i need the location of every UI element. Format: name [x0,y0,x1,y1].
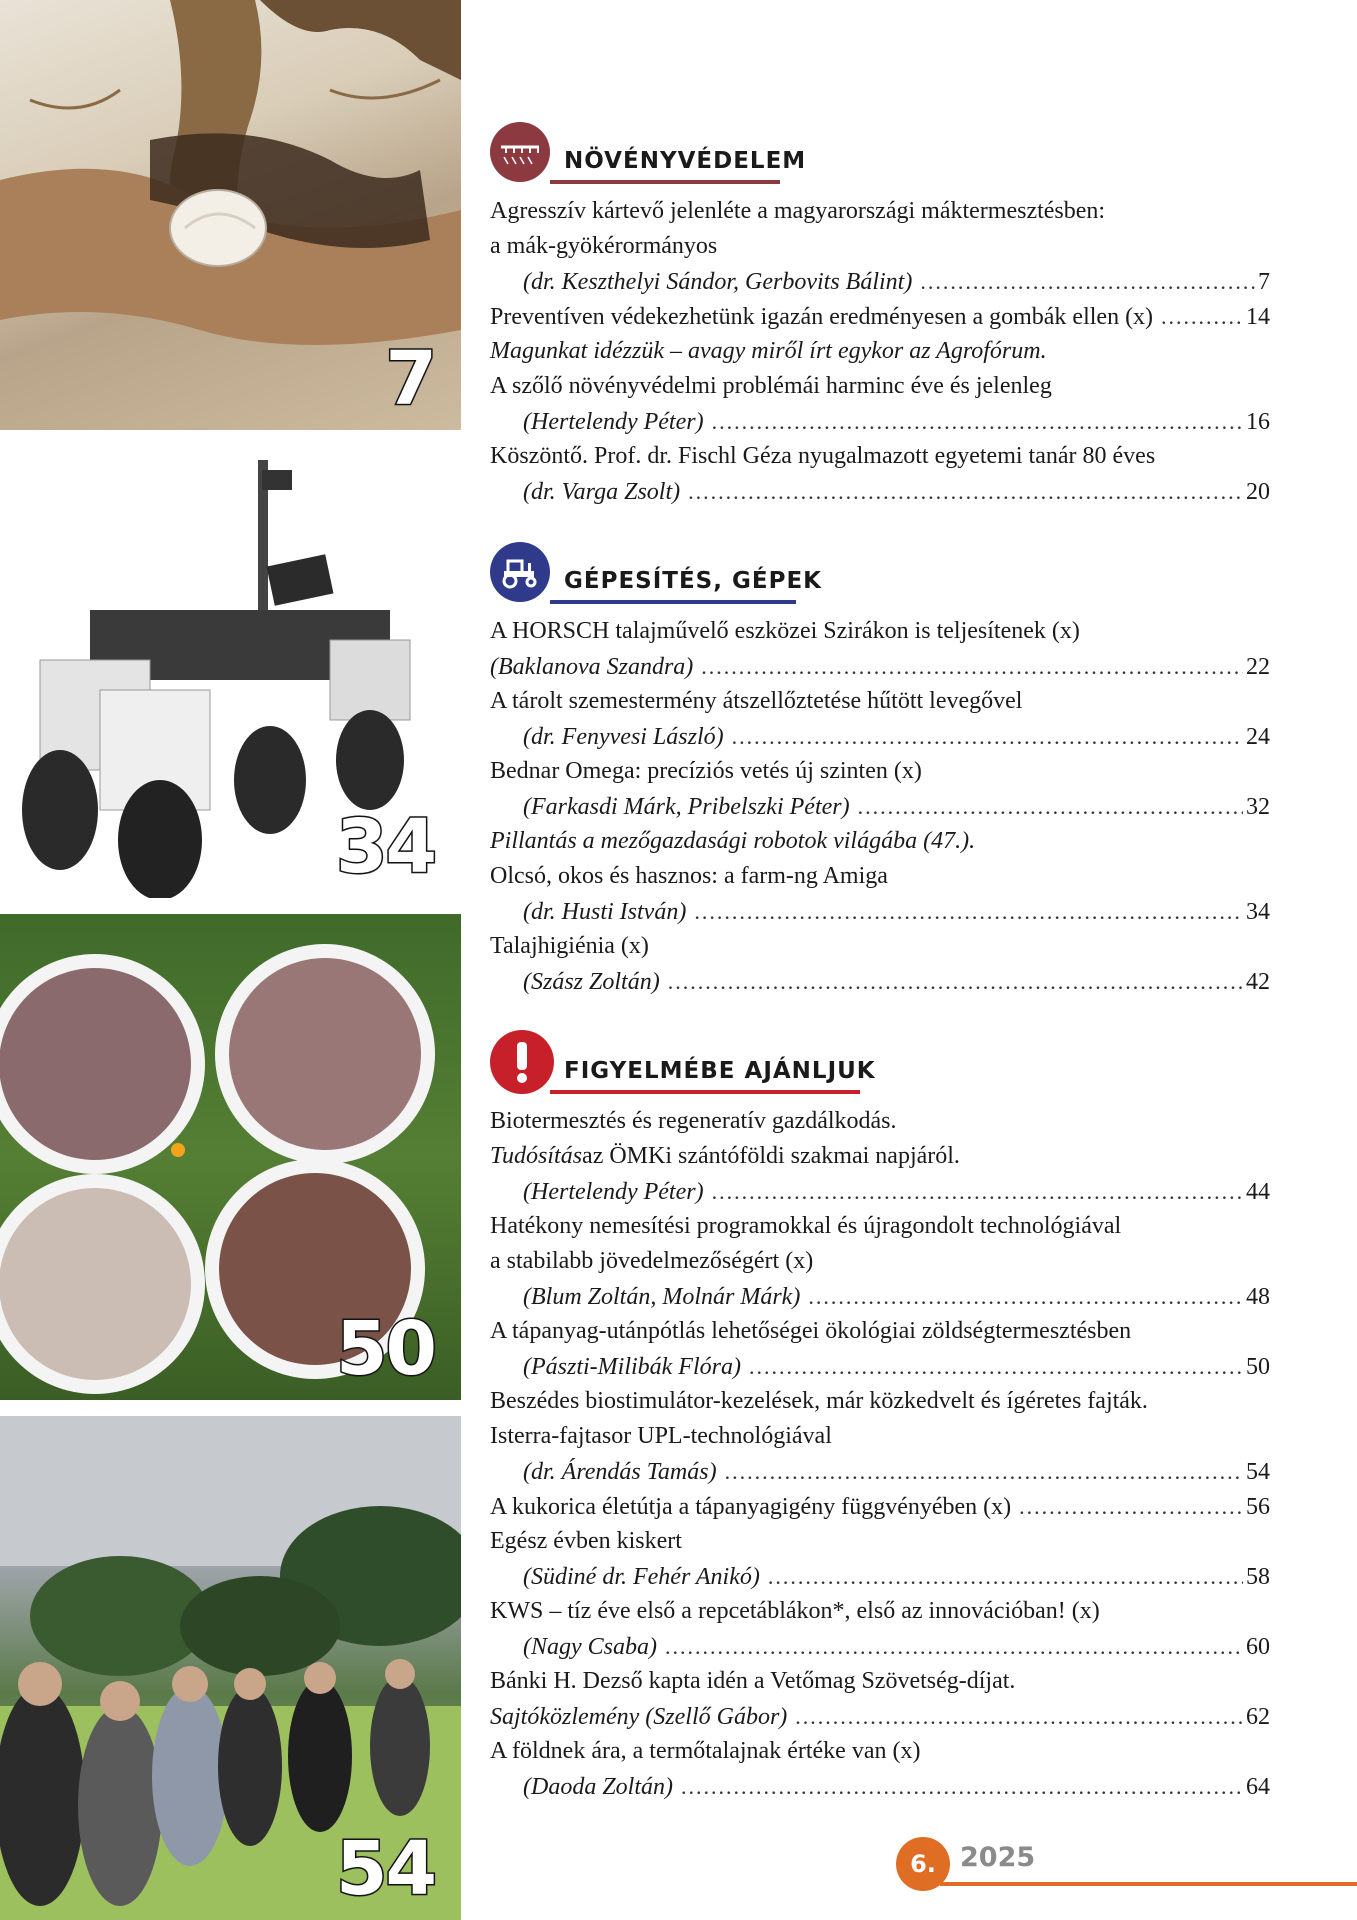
toc-text: A kukorica életútja a tápanyagigény függvényében (x) [490,1494,1012,1520]
page-number: 60 [1246,1634,1270,1660]
page-number-overlay: 7 [385,336,435,422]
issue-number-badge: 6. [896,1837,950,1891]
toc-text-line [490,1524,1270,1559]
toc-text: Egész évben kiskert [490,1528,682,1554]
page-number: 32 [1246,794,1270,820]
toc-entry-line [490,404,1270,439]
dot-leader [768,1559,1243,1594]
toc-text-line [490,439,1270,474]
dot-leader [808,1279,1243,1314]
toc-italic-text: (dr. Varga Zsolt) [523,479,681,505]
toc-text: A tápanyag-utánpótlás lehetőségei ökológiai zöldségtermesztésben [490,1318,1132,1344]
toc-text-line [490,1664,1270,1699]
dot-leader [1019,1489,1243,1524]
footer-rule [940,1882,1357,1886]
toc-text: Preventíven védekezhetünk igazán eredményesen a gombák ellen (x) [490,304,1154,330]
page-number: 16 [1246,409,1270,435]
section-title: NÖVÉNYVÉDELEM [564,148,807,174]
toc-entry-line [490,1454,1270,1489]
toc-entry-line [490,474,1270,509]
section-entries-novenyvedelem [490,194,1270,509]
toc-text: Isterra-fajtasor UPL-technológiával [490,1423,832,1449]
dot-leader [749,1349,1243,1384]
toc-text-line [490,859,1270,894]
toc-text-line [490,1244,1270,1279]
toc-text-line [490,1209,1270,1244]
toc-entry-line [490,1699,1270,1734]
toc-italic-text: Pillantás a mezőgazdasági robotok világába (47.). [490,828,976,854]
page-number: 7 [1258,269,1270,295]
toc-italic-text: Sajtóközlemény (Szellő Gábor) [490,1704,788,1730]
toc-entry-line [490,1174,1270,1209]
section-header-gepesites [490,542,1290,604]
toc-text-line [490,824,1270,859]
toc-text-line [490,1314,1270,1349]
toc-italic-text: (Baklanova Szandra) [490,654,694,680]
toc-text-line [490,614,1270,649]
toc-text-line [490,1139,1270,1174]
toc-entry-line [490,1629,1270,1664]
toc-italic-text: (dr. Keszthelyi Sándor, Gerbovits Bálint) [523,269,913,295]
dot-leader [688,474,1243,509]
toc-italic-text: (Nagy Csaba) [523,1634,657,1660]
page-number: 58 [1246,1564,1270,1590]
section-title: GÉPESÍTÉS, GÉPEK [564,568,822,594]
toc-italic-text: (Südiné dr. Fehér Anikó) [523,1564,760,1590]
toc-text: KWS – tíz éve első a repcetáblákon*, első az innovációban! (x) [490,1598,1100,1624]
dot-leader [1161,299,1243,334]
page-number: 20 [1246,479,1270,505]
toc-text: A tárolt szemestermény átszellőztetése hűtött levegővel [490,688,1023,714]
section-header-novenyvedelem [490,122,1290,184]
dot-leader [701,649,1243,684]
page-number-overlay: 34 [336,804,435,890]
section-title: FIGYELMÉBE AJÁNLJUK [564,1058,876,1084]
toc-italic-text: (dr. Husti István) [523,899,687,925]
toc-entry-line [490,264,1270,299]
toc-text: A HORSCH talajművelő eszközei Szirákon is teljesítenek (x) [490,618,1080,644]
tractor-icon [490,542,550,602]
toc-text: Bánki H. Dezső kapta idén a Vetőmag Szövetség-díjat. [490,1668,1016,1694]
toc-text: Hatékony nemesítési programokkal és újragondolt technológiával [490,1213,1122,1239]
toc-italic-text: (Hertelendy Péter) [523,409,704,435]
toc-italic-text: Magunkat idézzük – avagy miről írt egykor az Agrofórum. [490,338,1047,364]
dot-leader [725,1454,1243,1489]
exclamation-icon [490,1030,554,1094]
dot-leader [681,1769,1243,1804]
toc-entry-line [490,719,1270,754]
dot-leader [712,1174,1243,1209]
toc-text-line [490,229,1270,264]
issue-year: 2025 [960,1842,1036,1873]
root-pest-photo [0,0,461,430]
section-underline [550,1090,860,1094]
section-entries-figyelmebe [490,1104,1270,1804]
page-number: 44 [1246,1179,1270,1205]
pellets-photo [0,914,461,1400]
dot-leader [712,404,1243,439]
page-number: 50 [1246,1354,1270,1380]
toc-italic-text: (Blum Zoltán, Molnár Márk) [523,1284,801,1310]
toc-text: a stabilabb jövedelmezőségért (x) [490,1248,814,1274]
toc-text-line [490,684,1270,719]
toc-text: Bednar Omega: precíziós vetés új szinten (x) [490,758,922,784]
toc-text-line [490,929,1270,964]
toc-entry-line [490,649,1270,684]
page-number: 42 [1246,969,1270,995]
toc-italic-text: (Pászti-Milibák Flóra) [523,1354,741,1380]
section-underline [550,600,796,604]
dot-leader [920,264,1255,299]
toc-entry-line [490,1769,1270,1804]
toc-italic-text: (Daoda Zoltán) [523,1774,673,1800]
toc-text-line [490,194,1270,229]
section-header-figyelmebe [490,1032,1290,1094]
page-number: 48 [1246,1284,1270,1310]
section-underline [550,180,780,184]
toc-text-line [490,754,1270,789]
toc-entry-line [490,894,1270,929]
page-number: 34 [1246,899,1270,925]
toc-text: A földnek ára, a termőtalajnak értéke van (x) [490,1738,921,1764]
toc-italic-text: (dr. Fenyvesi László) [523,724,724,750]
toc-text: Talajhigiénia (x) [490,933,649,959]
dot-leader [694,894,1243,929]
toc-italic-text: (dr. Árendás Tamás) [523,1459,717,1485]
page-number-overlay: 50 [336,1306,435,1392]
toc-text-line [490,1384,1270,1419]
page-number-overlay: 54 [336,1826,435,1912]
toc-entry-line [490,1489,1270,1524]
sprayer-icon [490,122,550,182]
toc-text-line [490,1104,1270,1139]
toc-entry-line [490,1349,1270,1384]
toc-text: az ÖMKi szántóföldi szakmai napjáról. [582,1143,960,1169]
dot-leader [795,1699,1243,1734]
toc-text-line [490,1734,1270,1769]
page-number: 64 [1246,1774,1270,1800]
toc-text: Köszöntő. Prof. dr. Fischl Géza nyugalmazott egyetemi tanár 80 éves [490,443,1156,469]
toc-italic-text: (Szász Zoltán) [523,969,660,995]
dot-leader [665,1629,1243,1664]
page-number: 56 [1246,1494,1270,1520]
toc-entry-line [490,789,1270,824]
section-entries-gepesites [490,614,1270,999]
toc-text-line [490,1594,1270,1629]
dot-leader [732,719,1243,754]
toc-text: Olcsó, okos és hasznos: a farm-ng Amiga [490,863,888,889]
field-day-photo [0,1416,461,1920]
dot-leader [668,964,1243,999]
toc-text-line [490,334,1270,369]
toc-entry-line [490,964,1270,999]
page-number: 54 [1246,1459,1270,1485]
dot-leader [858,789,1243,824]
toc-italic-text: (Hertelendy Péter) [523,1179,704,1205]
page-number: 62 [1246,1704,1270,1730]
toc-italic-text: (Farkasdi Márk, Pribelszki Péter) [523,794,850,820]
toc-text: A szőlő növényvédelmi problémái harminc éve és jelenleg [490,373,1052,399]
toc-italic-text: Tudósítás [490,1143,583,1169]
robot-photo [0,440,461,898]
toc-text: Beszédes biostimulátor-kezelések, már közkedvelt és ígéretes fajták. [490,1388,1148,1414]
toc-text: Biotermesztés és regeneratív gazdálkodás. [490,1108,897,1134]
page-number: 22 [1246,654,1270,680]
page-number: 14 [1246,304,1270,330]
toc-text: a mák-gyökérormányos [490,233,718,259]
toc-entry-line [490,1559,1270,1594]
toc-entry-line [490,1279,1270,1314]
toc-entry-line [490,299,1270,334]
toc-text-line [490,1419,1270,1454]
toc-text: Agresszív kártevő jelenléte a magyarországi máktermesztésben: [490,198,1106,224]
toc-text-line [490,369,1270,404]
page-number: 24 [1246,724,1270,750]
